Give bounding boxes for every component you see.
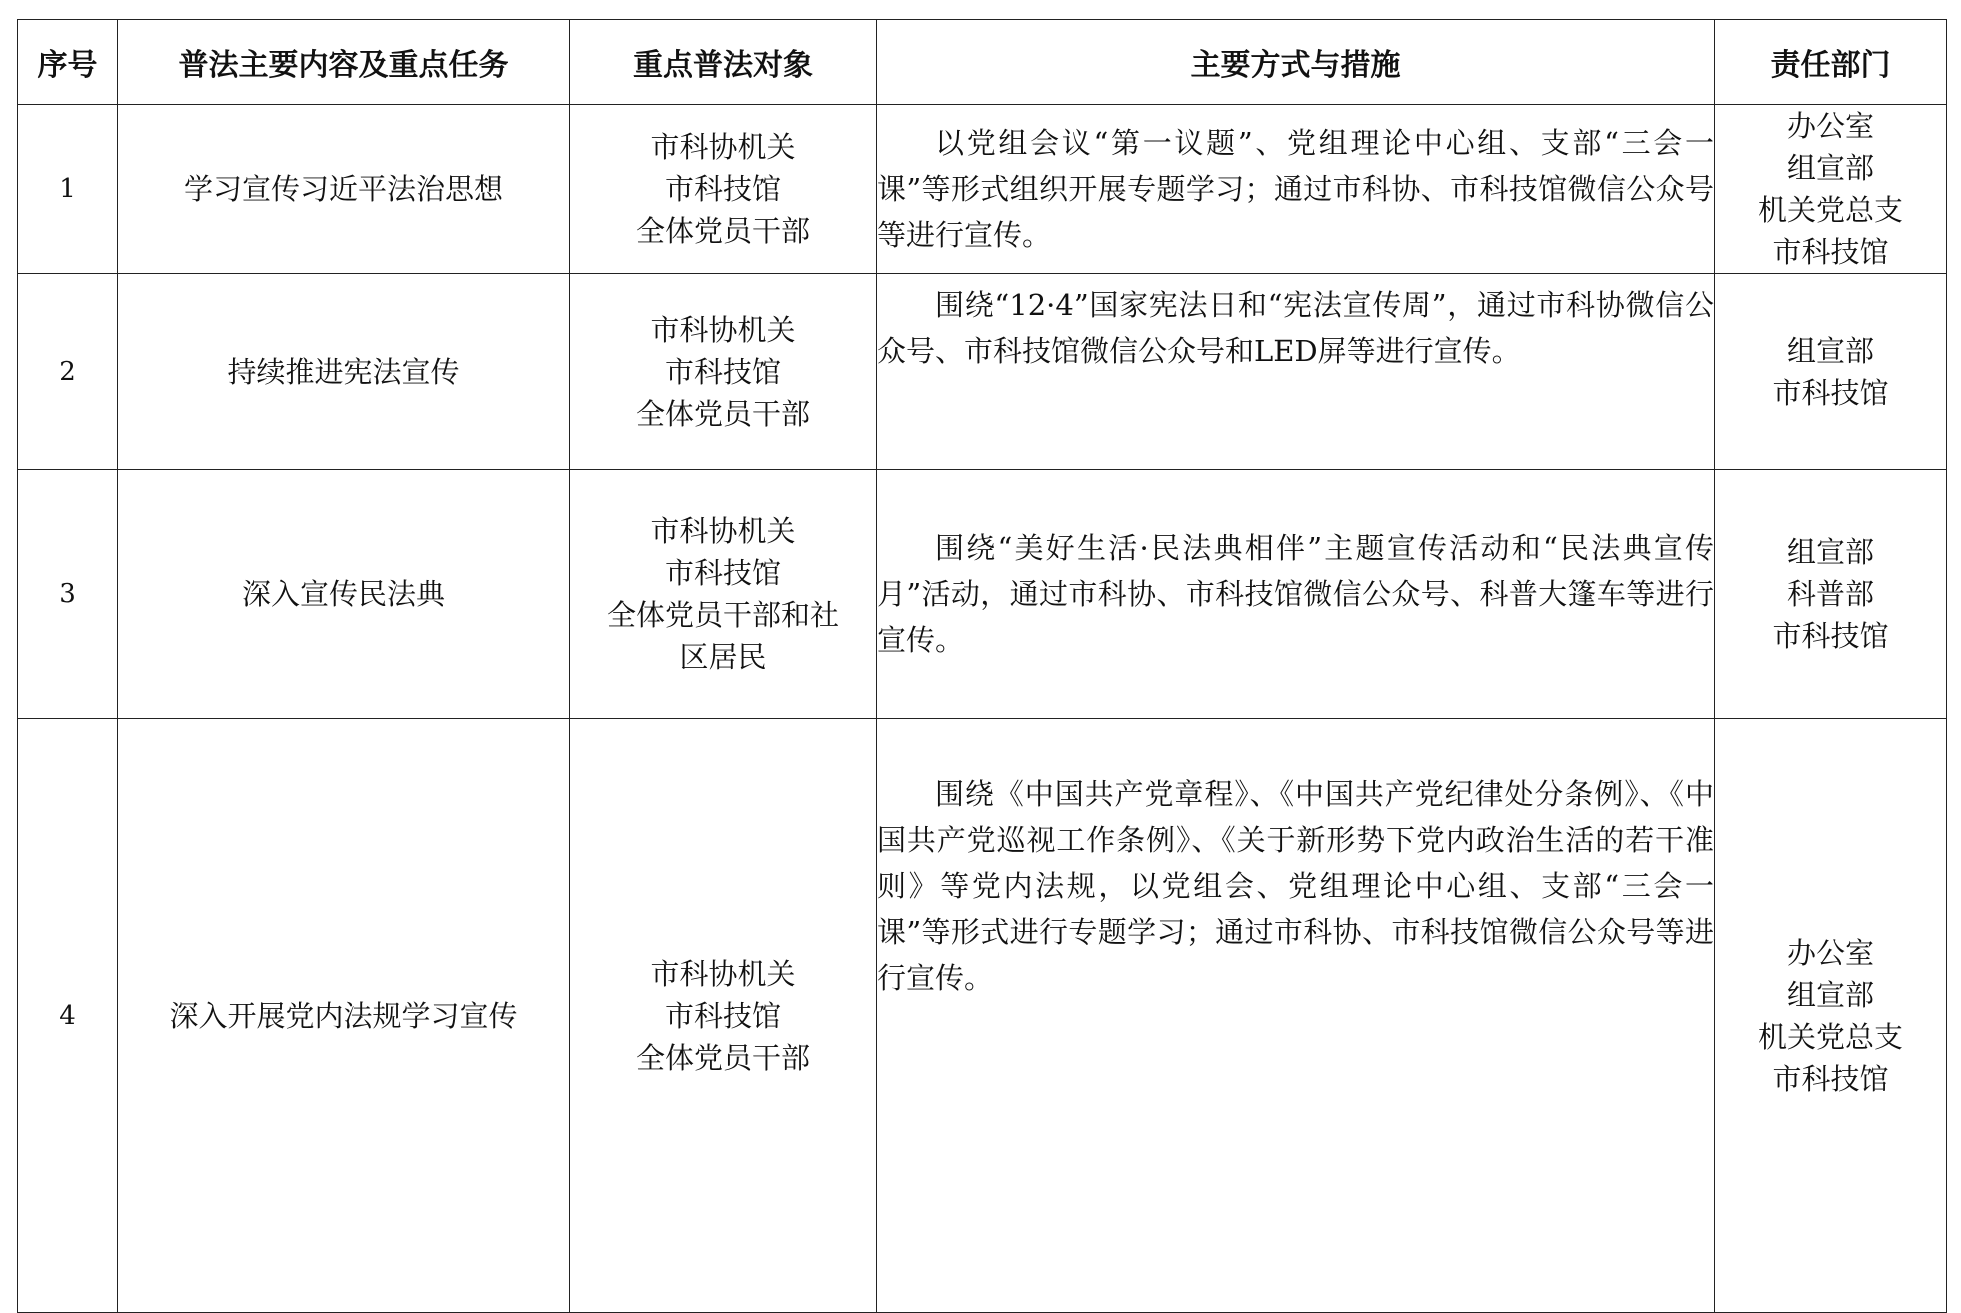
- department-item: 市科技馆: [1772, 235, 1889, 269]
- table-row: [18, 274, 1947, 470]
- row-measures: [877, 274, 1715, 470]
- target-item: 市科技馆: [664, 556, 781, 590]
- row-departments: [1715, 470, 1947, 719]
- department-item: 组宣部: [1786, 977, 1874, 1012]
- target-item: 市科技馆: [664, 172, 781, 206]
- measures-text: 以党组会议“第一议题”、党组理论中心组、支部“三会一课”等形式组织开展专题学习；通过市科协、市科技馆微信公众号等进行宣传。: [877, 126, 1714, 252]
- department-item: 机关党总支: [1757, 193, 1903, 227]
- row-task: 深入宣传民法典: [118, 470, 570, 719]
- measures-text: 围绕《中国共产党章程》、《中国共产党纪律处分条例》、《中国共产党巡视工作条例》、《关于新形势下党内政治生活的若干准则》等党内法规，以党组会、党组理论中心组、支部“三会一课”等形式进行专题学习；通过市科协、市科技馆微信公众号等进行宣传。: [877, 777, 1714, 995]
- row-number: 1: [18, 105, 118, 274]
- header-targets: 重点普法对象: [570, 20, 877, 105]
- target-item: 全体党员干部: [635, 1040, 810, 1075]
- row-targets: [570, 274, 877, 470]
- row-targets: [570, 105, 877, 274]
- row-departments: [1715, 274, 1947, 470]
- row-departments: [1715, 105, 1947, 274]
- target-item: 市科协机关: [650, 130, 796, 164]
- target-item: 全体党员干部和社: [606, 598, 839, 632]
- target-item: 市科技馆: [664, 998, 781, 1033]
- department-item: 市科技馆: [1772, 619, 1889, 653]
- row-measures: [877, 719, 1715, 1313]
- row-number: 3: [18, 470, 118, 719]
- row-targets: [570, 470, 877, 719]
- department-item: 机关党总支: [1757, 1019, 1903, 1054]
- row-task: 学习宣传习近平法治思想: [118, 105, 570, 274]
- department-item: 组宣部: [1786, 151, 1874, 185]
- row-number: 4: [18, 719, 118, 1313]
- row-number: 2: [18, 274, 118, 470]
- header-number: 序号: [18, 20, 118, 105]
- target-item: 市科技馆: [664, 354, 781, 389]
- target-item: 市科协机关: [650, 514, 796, 548]
- department-item: 办公室: [1786, 935, 1874, 970]
- target-item: 全体党员干部: [635, 214, 810, 248]
- row-measures: [877, 470, 1715, 719]
- row-targets: [570, 719, 877, 1313]
- department-item: 办公室: [1786, 109, 1874, 143]
- header-measures: 主要方式与措施: [877, 20, 1715, 105]
- table-header-row: [18, 20, 1947, 105]
- department-item: 组宣部: [1786, 333, 1874, 368]
- department-item: 市科技馆: [1772, 375, 1889, 410]
- row-task: 持续推进宪法宣传: [118, 274, 570, 470]
- table-row: [18, 470, 1947, 719]
- table-row: [18, 719, 1947, 1313]
- target-item: 市科协机关: [650, 312, 796, 347]
- table-row: [18, 105, 1947, 274]
- measures-text: 围绕“12·4”国家宪法日和“宪法宣传周”，通过市科协微信公众号、市科技馆微信公众号和LED屏等进行宣传。: [877, 288, 1714, 368]
- target-item: 全体党员干部: [635, 396, 810, 431]
- row-measures: [877, 105, 1715, 274]
- target-item: 市科协机关: [650, 956, 796, 991]
- legal-publicity-plan-table: [17, 19, 1947, 1313]
- row-departments: [1715, 719, 1947, 1313]
- header-task: 普法主要内容及重点任务: [118, 20, 570, 105]
- department-item: 科普部: [1786, 577, 1874, 611]
- row-task: 深入开展党内法规学习宣传: [118, 719, 570, 1313]
- target-item: 区居民: [679, 640, 767, 674]
- department-item: 组宣部: [1786, 535, 1874, 569]
- header-departments: 责任部门: [1715, 20, 1947, 105]
- department-item: 市科技馆: [1772, 1061, 1889, 1096]
- measures-text: 围绕“美好生活·民法典相伴”主题宣传活动和“民法典宣传月”活动，通过市科协、市科技馆微信公众号、科普大篷车等进行宣传。: [877, 531, 1714, 657]
